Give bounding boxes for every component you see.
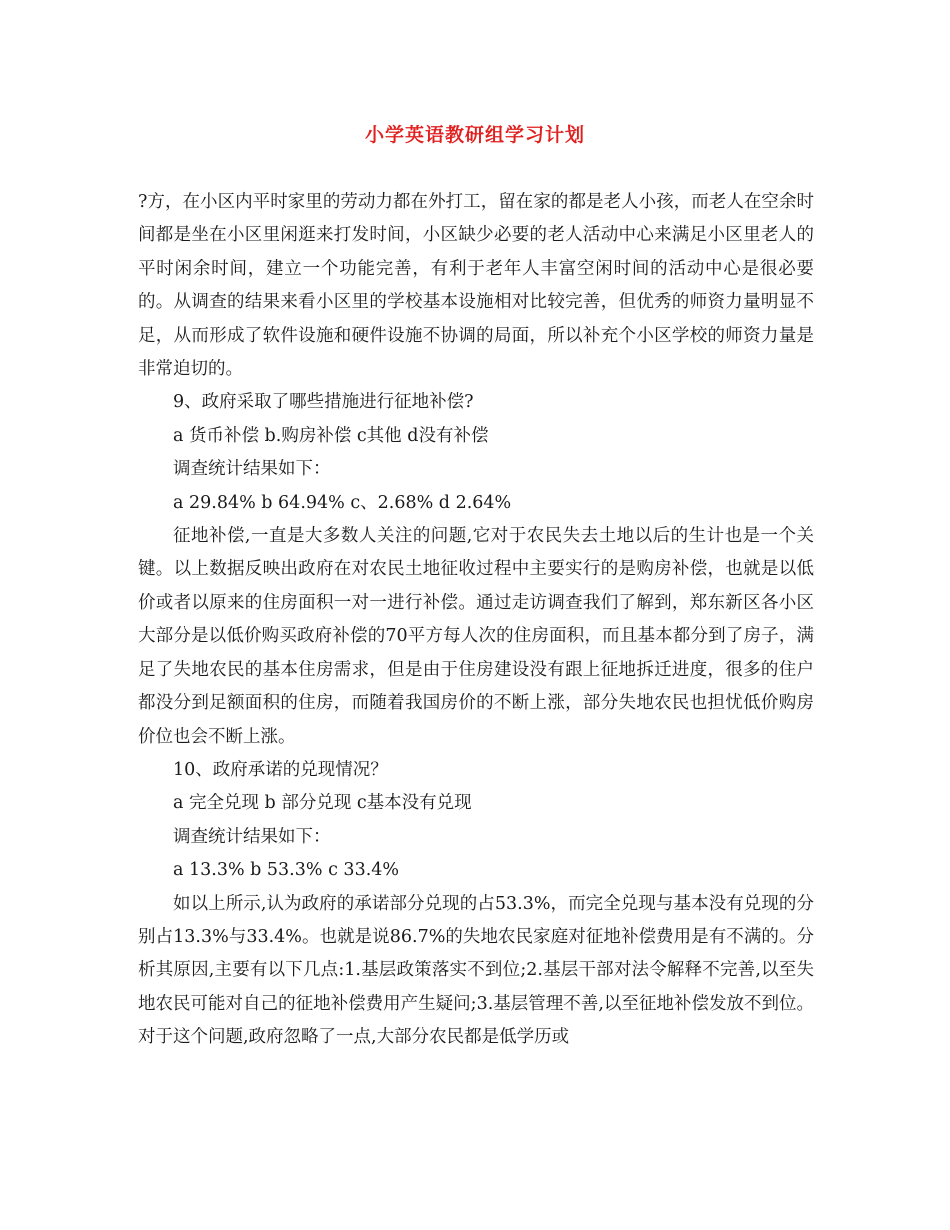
document-title: 小学英语教研组学习计划 bbox=[364, 124, 585, 146]
paragraph: ?方，在小区内平时家里的劳动力都在外打工，留在家的都是老人小孩，而老人在空余时间都是坐在小区里闲逛来打发时间，小区缺少必要的老人活动中心来满足小区里老人的平时闲余时间，建立一个功能完善，有利于老年人丰富空闲时间的活动中心是很必要的。从调查的结果来看小区里的学校基本设施相对比较完善，但优秀的师资力量明显不足，从而形成了软件设施和硬件设施不协调的局面，所以补充个小区学校的师资力量是非常迫切的。 bbox=[138, 192, 814, 380]
paragraph: 征地补偿,一直是大多数人关注的问题,它对于农民失去土地以后的生计也是一个关键。以上数据反映出政府在对农民土地征收过程中主要实行的是购房补偿，也就是以低价或者以原来的住房面积一对一进行补偿。通过走访调查我们了解到，郑东新区各小区大部分是以低价购买政府补偿的70平方每人次的住房面积，而且基本都分到了房子，满足了失地农民的基本住房需求，但是由于住房建设没有跟上征地拆迁进度，很多的住户都没分到足额面积的住房，而随着我国房价的不断上涨，部分失地农民也担忧低价购房价位也会不断上涨。 bbox=[138, 526, 814, 747]
result-values: a 29.84% b 64.94% c、2.68% d 2.64% bbox=[173, 492, 512, 513]
answer-options: a 货币补偿 b.购房补偿 c其他 d没有补偿 bbox=[173, 425, 489, 446]
result-label: 调查统计结果如下： bbox=[173, 459, 331, 480]
result-values: a 13.3% b 53.3% c 33.4% bbox=[173, 860, 400, 881]
document-body bbox=[138, 186, 814, 1055]
paragraph: 如以上所示,认为政府的承诺部分兑现的占53.3%，而完全兑现与基本没有兑现的分别占13.3%与33.4%。也就是说86.7%的失地农民家庭对征地补偿费用是有不满的。分析其原因,主要有以下几点:1.基层政策落实不到位;2.基层干部对法令解释不完善,以至失地农民可能对自己的征地补偿费用产生疑问;3.基层管理不善,以至征地补偿发放不到位。对于这个问题,政府忽略了一点,大部分农民都是低学历或 bbox=[138, 893, 814, 1048]
answer-options: a 完全兑现 b 部分兑现 c基本没有兑现 bbox=[173, 793, 472, 814]
question-heading: 9、政府采取了哪些措施进行征地补偿? bbox=[173, 392, 474, 413]
question-heading: 10、政府承诺的兑现情况？ bbox=[173, 759, 388, 780]
result-label: 调查统计结果如下： bbox=[173, 826, 331, 847]
